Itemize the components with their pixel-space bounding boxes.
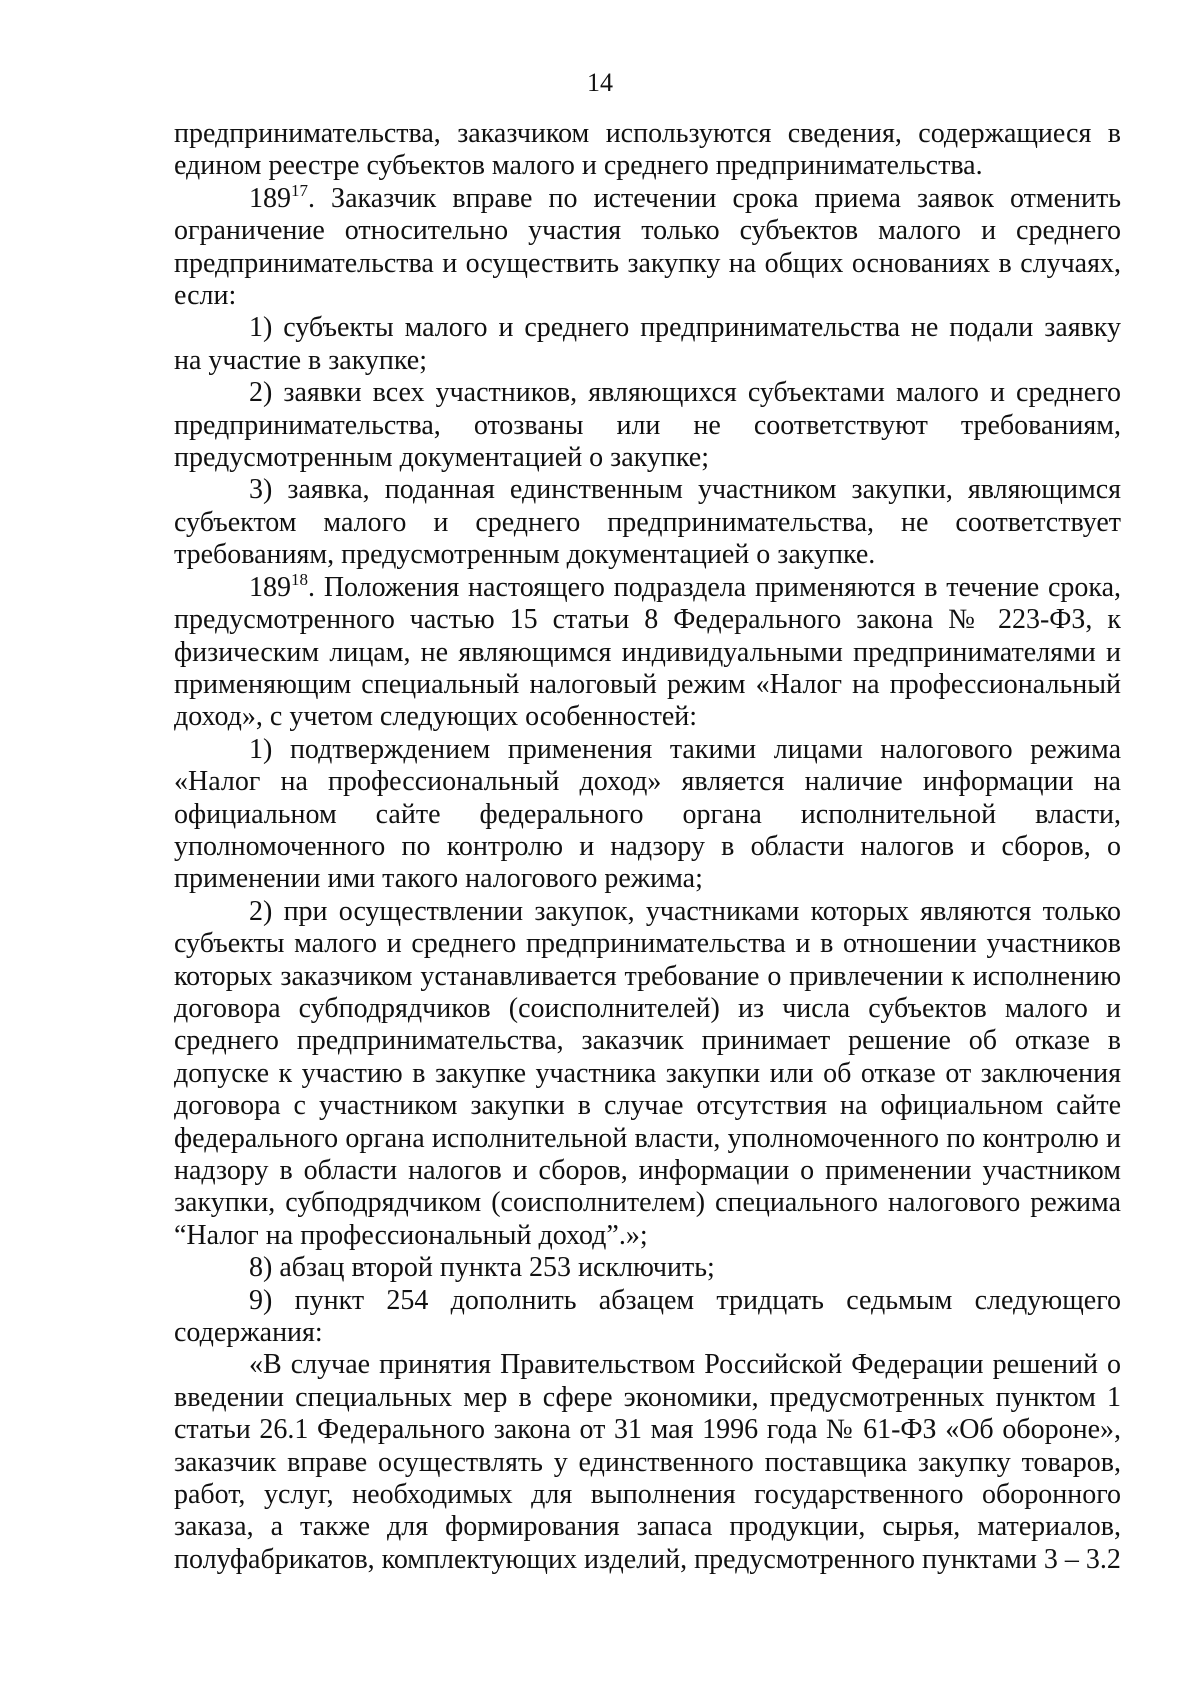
list-item: 9) пункт 254 дополнить абзацем тридцать седьмым следующего содержания: <box>174 1284 1121 1349</box>
paragraph-continuation: предпринимательства, заказчиком используются сведения, содержащиеся в едином реестре субъектов малого и среднего предпринимательства. <box>174 118 1121 182</box>
list-item: 1) субъекты малого и среднего предпринимательства не подали заявку на участие в закупке; <box>174 312 1121 376</box>
list-item: 2) при осуществлении закупок, участниками которых являются только субъекты малого и среднего предпринимательства и в отношении участников которых заказчиком устанавливается требование о привлечении к исполнению договора субподрядчиков (соисполнителей) из числа субъектов малого и среднего предпринимательства, заказчик принимает решение об отказе в допуске к участию в закупке участника закупки или об отказе от заключения договора с участником закупки в случае отсутствия на официальном сайте федерального органа исполнительной власти, уполномоченного по контролю и надзору в области налогов и сборов, информации о применении участником закупки, субподрядчиком (соисполнителем) специального налогового режима “Налог на профессиональный доход”.»; <box>174 895 1121 1251</box>
clause-number: 189 <box>249 571 291 603</box>
clause-189-18 <box>174 569 1121 734</box>
page-number: 14 <box>587 68 613 97</box>
list-item: 2) заявки всех участников, являющихся субъектами малого и среднего предпринимательства, отозваны или не соответствуют требованиям, предусмотренным документацией о закупке; <box>174 377 1121 474</box>
quoted-paragraph: «В случае принятия Правительством Российской Федерации решений о введении специальных мер в сфере экономики, предусмотренных пунктом 1 статьи 26.1 Федерального закона от 31 мая 1996 года № 61-ФЗ «Об обороне», заказчик вправе осуществлять у единственного поставщика закупку товаров, работ, услуг, необходимых для выполнения государственного оборонного заказа, а также для формирования запаса продукции, сырья, материалов, полуфабрикатов, комплектующих изделий, предусмотренного пунктами 3 – 3.2 <box>174 1349 1121 1575</box>
clause-superscript: 17 <box>291 180 308 200</box>
list-item: 1) подтверждением применения такими лицами налогового режима «Налог на профессиональный доход» является наличие информации на официальном сайте федерального органа исполнительной власти, уполномоченного по контролю и надзору в области налогов и сборов, о применении ими такого налогового режима; <box>174 733 1121 895</box>
document-body <box>174 118 1121 1576</box>
clause-text: . Заказчик вправе по истечении срока приема заявок отменить ограничение относительно участия только субъектов малого и среднего предпринимательства и осуществить закупку на общих основаниях в случаях, если: <box>174 182 1121 312</box>
clause-superscript: 18 <box>291 569 308 589</box>
clause-189-17 <box>174 180 1121 313</box>
list-item: 3) заявка, поданная единственным участником закупки, являющимся субъектом малого и среднего предпринимательства, не соответствует требованиям, предусмотренным документацией о закупке. <box>174 474 1121 571</box>
list-item: 8) абзац второй пункта 253 исключить; <box>249 1252 715 1284</box>
clause-text: . Положения настоящего подраздела применяются в течение срока, предусмотренного частью 15 статьи 8 Федерального закона № 223-ФЗ, к физическим лицам, не являющимся индивидуальными предпринимателями и применяющим специальный налоговый режим «Налог на профессиональный доход», с учетом следующих особенностей: <box>174 571 1121 733</box>
clause-number: 189 <box>249 182 291 214</box>
